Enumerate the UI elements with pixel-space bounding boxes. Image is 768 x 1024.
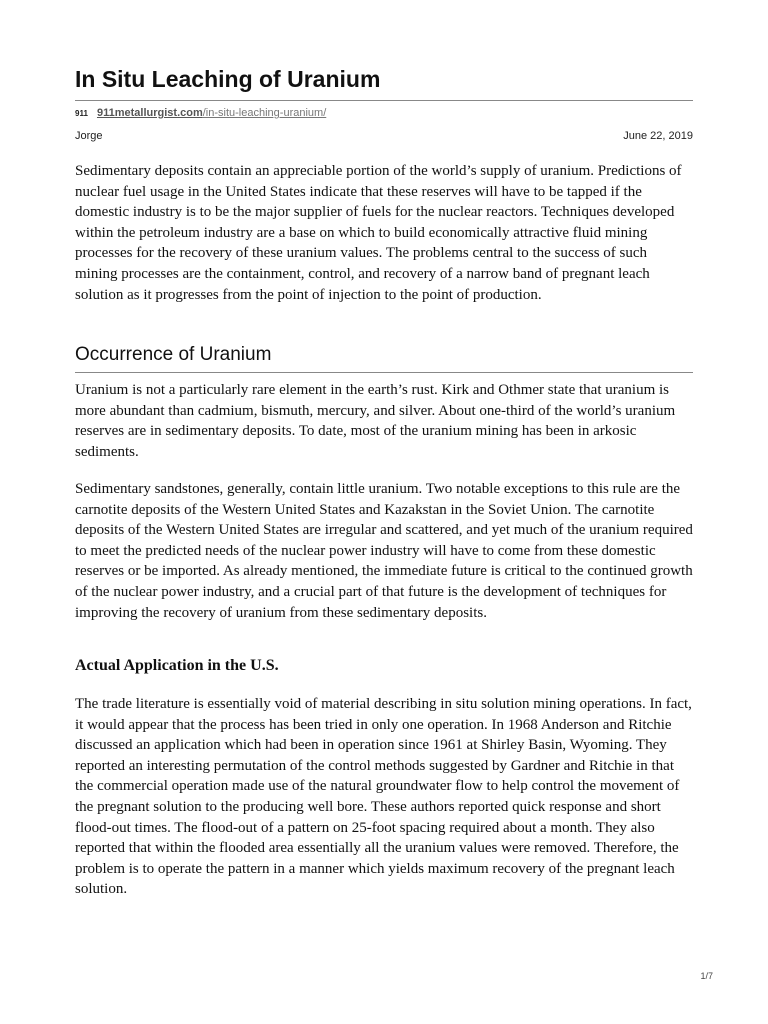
source-url-link[interactable]: [97, 107, 326, 119]
author-name: Jorge: [75, 130, 103, 142]
source-path[interactable]: /in-situ-leaching-uranium/: [202, 107, 327, 119]
source-domain[interactable]: 911metallurgist.com: [96, 107, 203, 119]
article-meta: [75, 130, 693, 142]
source-link-row: [75, 107, 326, 119]
section-divider: [75, 372, 693, 373]
subsection-heading-application: Actual Application in the U.S.: [75, 657, 279, 674]
article-title: In Situ Leaching of Uranium: [75, 66, 381, 92]
page-number: 1/7: [700, 971, 713, 981]
application-paragraph: The trade literature is essentially void of material describing in situ solution mining operations. In fact, it would appear that the process has been tried in only one operation. In 1968 Anderson and Ritchie discussed an application which had been in operation since 1961 at Shirley Basin, Wyoming. They reported an interesting permutation of the control methods suggested by Gardner and Ritchie in that the commercial operation made use of the natural groundwater flow to help control the movement of the pregnant solution to the producing well bore. These authors reported quick response and short flood-out times. The flood-out of a pattern on 25-foot spacing required about a month. They also reported that within the flooded area essentially all the uranium values were removed. Therefore, the problem is to operate the pattern in a manner which yields maximum recovery of the pregnant leach solution.: [75, 696, 692, 898]
title-divider: [75, 100, 693, 101]
site-logo: 911: [75, 109, 88, 118]
occurrence-paragraph-2: Sedimentary sandstones, generally, contain little uranium. Two notable exceptions to this rule are the carnotite deposits of the Western United States and Kazakstan in the Soviet Union. The carnotite deposits of the Western United States are irregular and scattered, and yet much of the uranium required to meet the predicted needs of the nuclear power industry will have to come from these domestic reserves or be imported. As already mentioned, the immediate future is critical to the continued growth of the nuclear power industry, and a crucial part of that future is the development of techniques for improving the recovery of uranium from these sedimentary deposits.: [75, 481, 693, 621]
publish-date: June 22, 2019: [623, 130, 693, 142]
occurrence-paragraph-1: Uranium is not a particularly rare element in the earth’s rust. Kirk and Othmer state that uranium is more abundant than cadmium, bismuth, mercury, and silver. About one-third of the world’s uranium reserves are in sedimentary deposits. To date, most of the uranium mining has been in arkosic sediments.: [75, 382, 676, 460]
intro-paragraph: Sedimentary deposits contain an appreciable portion of the world’s supply of uranium. Predictions of nuclear fuel usage in the United States indicate that these reserves will have to be tapped if the domestic industry is to be the major supplier of fuels for the nuclear reactors. Techniques developed within the petroleum industry are a base on which to build economically attractive fluid mining processes for the recovery of these uranium values. The problems central to the success of such mining processes are the containment, control, and recovery of a narrow band of pregnant leach solution as it progresses from the point of injection to the point of production.: [75, 163, 682, 303]
section-heading-occurrence: Occurrence of Uranium: [75, 344, 272, 365]
